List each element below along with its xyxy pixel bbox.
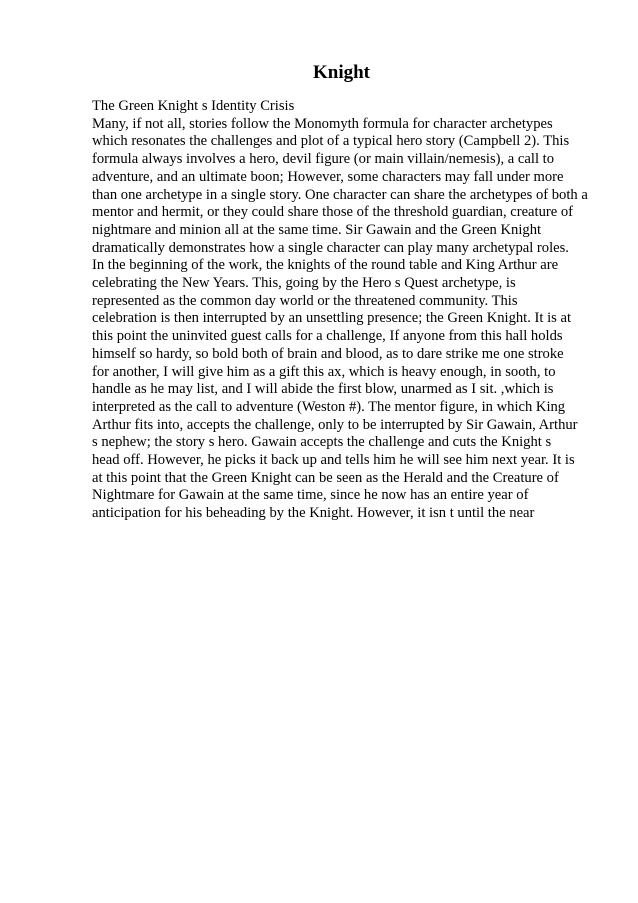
- text-line: nightmare and minion all at the same time. Sir Gawain and the Green Knight: [92, 221, 542, 238]
- text-line: s nephew; the story s hero. Gawain accepts the challenge and cuts the Knight s: [92, 434, 552, 451]
- text-line: Many, if not all, stories follow the Monomyth formula for character archetypes: [92, 115, 553, 132]
- text-line: Nightmare for Gawain at the same time, since he now has an entire year of: [92, 487, 529, 504]
- body-text: [92, 98, 638, 523]
- text-line: Arthur fits into, accepts the challenge, only to be interrupted by Sir Gawain, Arthur: [92, 416, 578, 433]
- text-line: handle as he may list, and I will abide the first blow, unarmed as I sit. ,which is: [92, 381, 554, 398]
- text-line: formula always involves a hero, devil figure (or main villain/nemesis), a call to: [92, 151, 554, 168]
- text-line: mentor and hermit, or they could share those of the threshold guardian, creature of: [92, 204, 574, 221]
- text-line: for another, I will give him as a gift this ax, which is heavy enough, in sooth, to: [92, 363, 556, 380]
- text-line: himself so hardy, so bold both of brain and blood, as to dare strike me one stroke: [92, 345, 564, 362]
- text-line: adventure, and an ultimate boon; However, some characters may fall under more: [92, 168, 564, 185]
- text-line: at this point that the Green Knight can be seen as the Herald and the Creature of: [92, 469, 559, 486]
- page-title: Knight: [312, 62, 371, 83]
- text-line: head off. However, he picks it back up and tells him he will see him next year. It is: [92, 452, 575, 469]
- text-line: this point the uninvited guest calls for a challenge, If anyone from this hall holds: [92, 328, 563, 345]
- text-line: than one archetype in a single story. One character can share the archetypes of both a: [92, 186, 588, 203]
- text-line: The Green Knight s Identity Crisis: [92, 98, 295, 114]
- text-line: celebrating the New Years. This, going by the Hero s Quest archetype, is: [92, 275, 516, 292]
- text-line: interpreted as the call to adventure (Weston #). The mentor figure, in which King: [92, 398, 566, 415]
- text-line: anticipation for his beheading by the Knight. However, it isn t until the near: [92, 505, 535, 522]
- text-line: represented as the common day world or the threatened community. This: [92, 292, 518, 309]
- text-line: dramatically demonstrates how a single character can play many archetypal roles.: [92, 239, 569, 256]
- text-line: celebration is then interrupted by an unsettling presence; the Green Knight. It is at: [92, 310, 572, 327]
- text-line: which resonates the challenges and plot of a typical hero story (Campbell 2). This: [92, 133, 570, 150]
- text-line: In the beginning of the work, the knights of the round table and King Arthur are: [92, 257, 559, 274]
